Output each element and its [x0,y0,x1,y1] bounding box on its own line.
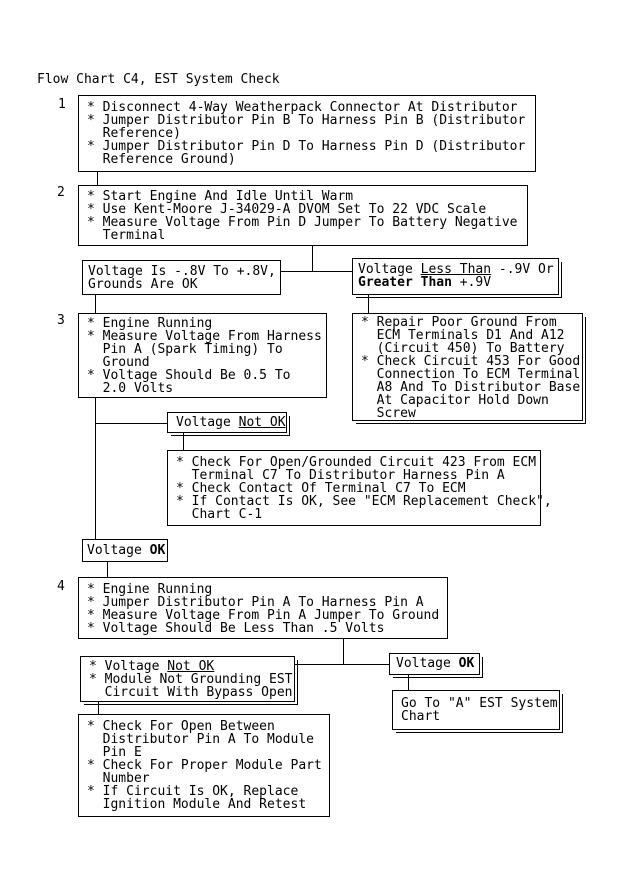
step-number-4: 4 [57,579,65,594]
connector-voltagenotok-check423 [183,433,184,450]
connector-step1-step2 [97,172,98,185]
step3-box: * Engine Running * Measure Voltage From Harness Pin A (Spark Timing) To Ground * Voltage Should Be 0.5 To 2.0 Volts [78,313,327,398]
connector-voltageok-step4 [107,562,108,577]
connector-outofrange-repair [368,295,369,313]
step-number-3: 3 [57,313,65,328]
step4-box: * Engine Running * Jumper Distributor Pin A To Harness Pin A * Measure Voltage From Pin A Jumper To Ground * Voltage Should Be Less Than .5 Volts [78,577,448,639]
voltage-ok-label-box: Voltage OK [82,539,168,562]
connector-branch-horizontal [281,271,352,272]
check-open-module-box: * Check For Open Between Distributor Pin A To Module Pin E * Check For Proper Module Part Number * If Circuit Is OK, Replace Ignition Module And Retest [78,714,330,817]
connector-step4-branch [343,639,344,664]
goto-chart-a-box: Go To "A" EST System Chart [392,690,560,730]
connector-step2-branch [312,246,313,271]
voltage-not-ok-label-box: Voltage Not OK [167,412,287,433]
step1-box: * Disconnect 4-Way Weatherpack Connector At Distributor * Jumper Distributor Pin B To Harness Pin B (Distributor Reference) * Jumper Distributor Pin D To Harness Pin D (Distributor Reference Ground) [78,95,536,172]
step2-box: * Start Engine And Idle Until Warm * Use Kent-Moore J-34029-A DVOM Set To 22 VDC Scale * Measure Voltage From Pin D Jumper To Battery Negative Terminal [78,185,528,246]
connector-voltageok2-goto [408,675,409,690]
branch-voltage-in-range-box: Voltage Is -.8V To +.8V, Grounds Are OK [82,260,281,295]
step-number-2: 2 [57,185,65,200]
voltage-ok-label-box-2: Voltage OK [389,653,480,675]
step-number-1: 1 [58,97,66,112]
connector-module-checkopen [98,702,99,714]
connector-step3-voltagenotok [96,423,167,424]
check-circuit-423-box: * Check For Open/Grounded Circuit 423 From ECM Terminal C7 To Distributor Harness Pin A * Check Contact Of Terminal C7 To ECM * If Contact Is OK, See "ECM Replacement Check", Chart C-1 [167,450,541,526]
connector-step3-voltageok [95,398,96,539]
page-title: Flow Chart C4, EST System Check [37,72,280,87]
connector-step4-branch-horizontal [295,664,389,665]
branch-voltage-out-of-range-box: Voltage Less Than -.9V Or Greater Than +.9V [352,258,559,295]
repair-poor-ground-box: * Repair Poor Ground From ECM Terminals D1 And A12 (Circuit 450) To Battery * Check Circuit 453 For Good Connection To ECM Terminal A8 And To Distributor Base At Capacitor Hold Down Screw [352,313,583,421]
voltage-not-ok-module-box: * Voltage Not OK * Module Not Grounding EST Circuit With Bypass Open [80,656,295,702]
connector-inrange-step3 [95,295,96,313]
